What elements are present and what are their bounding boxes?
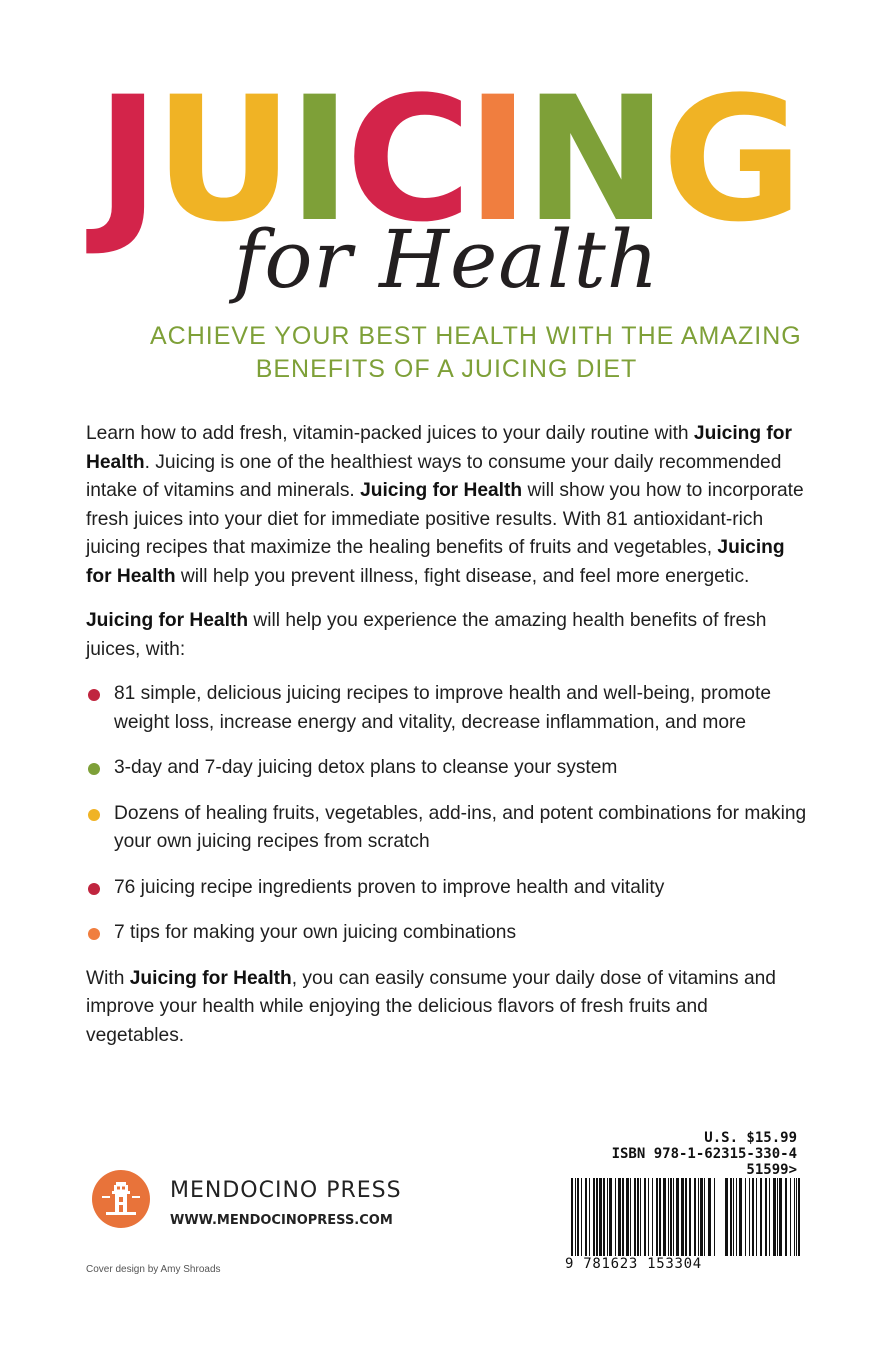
barcode-bar (777, 1178, 778, 1256)
barcode-bar (708, 1178, 711, 1256)
bullet-dot (88, 928, 100, 940)
lead-paragraph (86, 607, 811, 664)
book-name-bold: Juicing for Health (86, 537, 785, 587)
tagline (150, 320, 802, 386)
barcode-bar (752, 1178, 754, 1256)
barcode-bar (796, 1178, 797, 1256)
barcode-bar (794, 1178, 795, 1256)
intro-text: will help you prevent illness, fight disease, and feel more energetic. (175, 565, 750, 587)
publisher-url: WWW.MENDOCINOPRESS.COM (170, 1213, 393, 1228)
barcode-bar (773, 1178, 776, 1256)
list-item-text: Dozens of healing fruits, vegetables, add-ins, and potent combinations for making your own juicing recipes from scratch (114, 802, 807, 852)
book-name-bold: Juicing for Health (360, 480, 523, 501)
closing-text: , you can easily consume your daily dose of vitamins and improve your health while enjoying the delicious flavors of fresh fruits and vegetables. (86, 967, 776, 1046)
barcode-bar (593, 1178, 595, 1256)
tagline-line-1: ACHIEVE YOUR BEST HEALTH WITH THE AMAZING (150, 322, 802, 350)
barcode-bar (736, 1178, 737, 1256)
blurb (86, 420, 811, 1066)
barcode-bar (609, 1178, 612, 1256)
barcode-bar (589, 1178, 590, 1256)
barcode-bar (676, 1178, 679, 1256)
barcode-bar (673, 1178, 674, 1256)
barcode-bar (790, 1178, 791, 1256)
list-item-text: 81 simple, delicious juicing recipes to improve health and well-being, promote weight loss, increase energy and vitality, decrease inflammation, and more (114, 683, 771, 733)
barcode-bar (725, 1178, 728, 1256)
lead-text: will help you experience the amazing health benefits of fresh juices, with: (86, 610, 767, 660)
closing-text: With (86, 967, 130, 989)
barcode-bar (637, 1178, 639, 1256)
barcode-bar (599, 1178, 602, 1256)
publisher-name: MENDOCINO PRESS (170, 1178, 402, 1203)
barcode-bar (577, 1178, 579, 1256)
barcode-bar (626, 1178, 629, 1256)
benefits-list (86, 680, 811, 948)
barcode-bar (596, 1178, 598, 1256)
tagline-line-2: BENEFITS OF A JUICING DIET (255, 355, 638, 383)
barcode-bar (656, 1178, 658, 1256)
barcode-bar (622, 1178, 624, 1256)
list-item (86, 919, 811, 948)
barcode-bar (745, 1178, 746, 1256)
barcode-bar (765, 1178, 767, 1256)
barcode-bar (749, 1178, 750, 1256)
list-item (86, 800, 811, 857)
list-item (86, 754, 811, 783)
barcode-bar (652, 1178, 653, 1256)
publisher-logo (92, 1170, 150, 1228)
barcode-bar (659, 1178, 661, 1256)
title-letter: I (465, 59, 524, 260)
barcode-bar (700, 1178, 703, 1256)
barcode-bar (698, 1178, 699, 1256)
bullet-dot (88, 883, 100, 895)
barcode-bar (585, 1178, 587, 1256)
barcode-bar (618, 1178, 621, 1256)
list-item-text: 7 tips for making your own juicing combinations (114, 922, 517, 943)
price-addon-code: 51599> (746, 1162, 797, 1178)
barcode-bar (575, 1178, 576, 1256)
barcode-bar (670, 1178, 672, 1256)
barcode-bar (756, 1178, 757, 1256)
price-label: U.S. $15.99 (704, 1130, 797, 1146)
barcode-bar (581, 1178, 582, 1256)
list-item (86, 874, 811, 903)
barcode-bar (571, 1178, 573, 1256)
barcode-bar (779, 1178, 782, 1256)
barcode-bar (730, 1178, 732, 1256)
barcode-bar (648, 1178, 649, 1256)
cover-credit: Cover design by Amy Shroads (86, 1264, 221, 1275)
book-name-bold: Juicing for Health (86, 610, 249, 631)
barcode-bar (607, 1178, 608, 1256)
barcode-number: 9 781623 153304 (565, 1256, 702, 1272)
barcode-graphic (565, 1178, 805, 1256)
list-item-text: 3-day and 7-day juicing detox plans to cleanse your system (114, 757, 618, 778)
barcode-bar (615, 1178, 616, 1256)
lighthouse-icon (92, 1170, 150, 1228)
barcode-bar (760, 1178, 762, 1256)
barcode-bar (714, 1178, 715, 1256)
barcode-bar (739, 1178, 742, 1256)
barcode-bar (681, 1178, 684, 1256)
closing-paragraph (86, 965, 811, 1051)
intro-text: Learn how to add fresh, vitamin-packed juices to your daily routine with (86, 423, 694, 444)
barcode-bar (668, 1178, 669, 1256)
title-letter: G (661, 59, 798, 260)
title-letter: J (95, 59, 154, 260)
barcode-bar (644, 1178, 646, 1256)
bullet-dot (88, 763, 100, 775)
barcode-bar (640, 1178, 641, 1256)
bullet-dot (88, 689, 100, 701)
intro-text: . Juicing is one of the healthiest ways to consume your daily recommended intake of vitamins and minerals. (86, 451, 782, 501)
publisher-block (88, 1162, 448, 1232)
barcode-bar (785, 1178, 787, 1256)
title-letter: N (523, 59, 662, 260)
title-letter: U (153, 59, 288, 260)
isbn-label: ISBN 978-1-62315-330-4 (611, 1146, 797, 1162)
barcode-bar (603, 1178, 605, 1256)
bullet-dot (88, 809, 100, 821)
barcode-bar (769, 1178, 770, 1256)
book-name-bold: Juicing for Health (86, 423, 792, 473)
intro-paragraph (86, 420, 811, 591)
book-subtitle: for Health (233, 213, 660, 306)
barcode-bar (733, 1178, 734, 1256)
intro-text: will show you how to incorporate fresh juices into your diet for immediate positive results. With 81 antioxidant-rich juicing recipes that maximize the healing benefits of fruits and vegetables, (86, 480, 804, 558)
barcode-block (565, 1128, 805, 1276)
list-item (86, 680, 811, 737)
barcode-bar (634, 1178, 636, 1256)
title-letter: C (345, 59, 466, 260)
title-letter: I (287, 59, 346, 260)
barcode-bar (685, 1178, 687, 1256)
barcode-bar (689, 1178, 691, 1256)
barcode-bar (694, 1178, 696, 1256)
barcode-bar (630, 1178, 631, 1256)
barcode-bar (798, 1178, 800, 1256)
list-item-text: 76 juicing recipe ingredients proven to improve health and vitality (114, 876, 665, 898)
book-name-bold: Juicing for Health (129, 967, 292, 989)
barcode-bar (704, 1178, 705, 1256)
barcode-bar (663, 1178, 666, 1256)
